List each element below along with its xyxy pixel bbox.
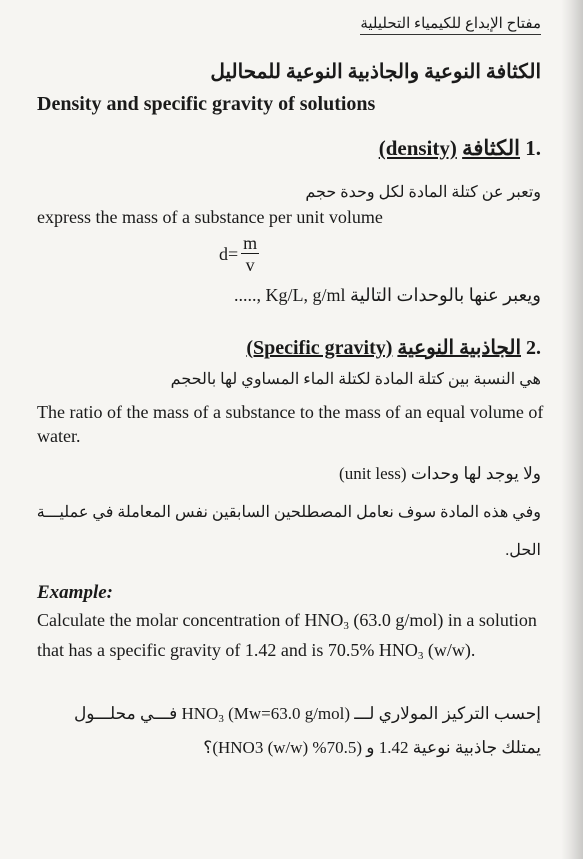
- section2-definition-english: The ratio of the mass of a substance to the mass of an equal volume of water.: [37, 402, 544, 446]
- unitless-english: (unit less): [339, 464, 407, 483]
- unitless-arabic: ولا يوجد لها وحدات: [410, 464, 541, 483]
- section2-number: .2: [526, 337, 541, 359]
- formula-denominator: v: [245, 255, 255, 275]
- density-formula: [219, 233, 259, 276]
- units-arabic: ويعبر عنها بالوحدات التالية: [350, 285, 541, 305]
- example-ar-line1-sub: 3: [218, 713, 224, 725]
- example-ar-line1-b: (Mw=63.0 g/mol) فـــي محلـــول: [73, 704, 351, 723]
- section1-definition-arabic: وتعبر عن كتلة المادة لكل وحدة حجم: [305, 184, 541, 201]
- formula-equals: =: [228, 244, 239, 264]
- section1-units: [234, 285, 541, 306]
- example-text-part3: (w/w).: [423, 640, 476, 660]
- page-binding-shadow: [561, 0, 583, 859]
- formula-fraction: [241, 233, 259, 276]
- example-sub2: 3: [417, 650, 424, 662]
- units-english: ....., Kg/L, g/ml: [234, 285, 346, 305]
- example-label: Example:: [37, 582, 113, 603]
- page-title-arabic: الكثافة النوعية والجاذبية النوعية للمحاليل: [210, 61, 541, 83]
- section1-heading-ar: الكثافة: [462, 136, 520, 160]
- example-arabic-line2: يمتلك جاذبية نوعية 1.42 و (70.5% HNO3 (w/w))؟: [203, 738, 541, 757]
- section1-number: .1: [525, 136, 541, 160]
- section1-heading: [379, 136, 541, 161]
- section2-unitless: [339, 464, 541, 484]
- section1-heading-en: (density): [378, 136, 457, 160]
- formula-numerator: m: [243, 233, 258, 253]
- section2-heading: [246, 335, 541, 360]
- section2-definition-arabic: هي النسبة بين كتلة المادة لكتلة الماء المساوي لها بالحجم: [170, 371, 541, 388]
- page-title-english: Density and specific gravity of solutions: [37, 93, 376, 115]
- section2-note-line1: وفي هذه المادة سوف نعامل المصطلحين السابقين نفس المعاملة في عمليـــة: [36, 504, 541, 521]
- section2-note-line2: الحل.: [505, 542, 541, 559]
- running-header: مفتاح الإبداع للكيمياء التحليلية: [360, 14, 541, 35]
- example-text-part1: Calculate the molar concentration of HNO: [37, 610, 344, 630]
- example-arabic-line1: [74, 704, 541, 725]
- example-text-part2: (63.0 g/mol) in a solution that has a specific gravity of 1.42 and is 70.5% HNO: [37, 610, 537, 660]
- example-ar-line1-a: إحسب التركيز المولاري لـــ HNO: [181, 704, 541, 723]
- example-text-english: [37, 608, 549, 668]
- section2-heading-en: (Specific gravity): [246, 337, 393, 359]
- example-sub1: 3: [343, 620, 349, 632]
- section1-definition-english: express the mass of a substance per unit volume: [37, 207, 383, 227]
- formula-lhs: d: [219, 244, 228, 264]
- section2-heading-ar: الجاذبية النوعية: [397, 337, 521, 359]
